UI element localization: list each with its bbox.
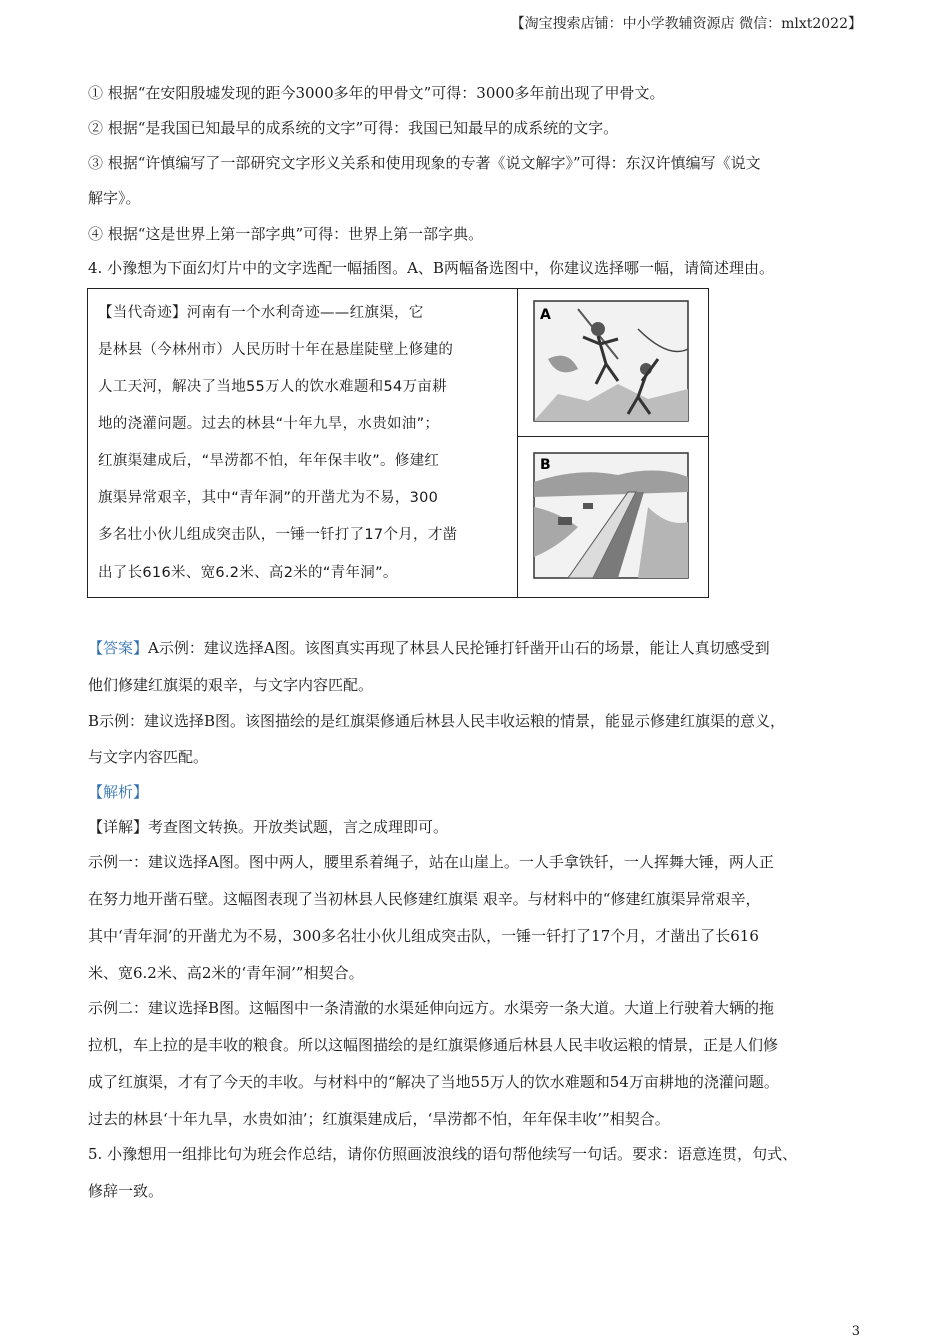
page-header: 【淘宝搜索店铺：中小学教辅资源店 微信：mlxt2022】 [510, 16, 862, 32]
answer-text: A示例：建议选择A图。该图真实再现了林县人民抡锤打钎凿开山石的场景，能让人真切感受到 [148, 639, 770, 657]
slide-line: 多名壮小伙儿组成突击队，一锤一钎打了17个月，才凿 [98, 527, 458, 543]
detail-line: 米、宽6.2米、高2米的‘青年洞’”相契合。 [88, 964, 364, 982]
detail-line: 成了红旗渠，才有了今天的丰收。与材料中的“解决了当地55万人的饮水难题和54万亩耕地的浇灌问题。 [88, 1073, 779, 1091]
page-number: 3 [851, 1324, 860, 1339]
item-line: 解字》。 [88, 189, 141, 207]
answer-line-2: 他们修建红旗渠的艰辛，与文字内容匹配。 [88, 676, 374, 694]
answer-line-3: B示例：建议选择B图。该图描绘的是红旗渠修通后林县人民丰收运粮的情景，能显示修建红旗渠的意义， [88, 712, 786, 730]
label-b: B [540, 457, 551, 473]
slide-line: 【当代奇迹】河南有一个水利奇迹——红旗渠，它 [98, 305, 424, 321]
slide-line: 地的浇灌问题。过去的林县“十年九旱，水贵如油”； [98, 416, 440, 432]
illustration-a-drawing [518, 289, 708, 435]
slide-line: 出了长616米、宽6.2米、高2米的“青年洞”。 [98, 565, 398, 581]
answer-line-4: 与文字内容匹配。 [88, 748, 209, 766]
answer-line-1 [88, 637, 770, 658]
question-5: 5. 小豫想用一组排比句为班会作总结，请你仿照画波浪线的语句帮他续写一句话。要求：语意连贯，句式、 [88, 1145, 798, 1163]
slide-line: 旗渠异常艰辛，其中“青年洞”的开凿尤为不易，300 [98, 490, 439, 506]
detail-line: 修辞一致。 [88, 1182, 164, 1200]
slide-text-cell [88, 289, 518, 597]
illustration-b-drawing [518, 437, 708, 595]
slide-line: 红旗渠建成后，“旱涝都不怕，年年保丰收”。修建红 [98, 453, 440, 469]
item-line: ② 根据“是我国已知最早的成系统的文字”可得：我国已知最早的成系统的文字。 [88, 119, 619, 137]
slide-line: 是林县（今林州市）人民历时十年在悬崖陡壁上修建的 [98, 342, 454, 358]
detail-line: 示例二：建议选择B图。这幅图中一条清澈的水渠延伸向远方。水渠旁一条大道。大道上行驶着大辆的拖 [88, 999, 775, 1017]
detail-line: 拉机，车上拉的是丰收的粮食。所以这幅图描绘的是红旗渠修通后林县人民丰收运粮的情景，正是人们修 [88, 1036, 779, 1054]
illustration-b[interactable] [518, 437, 708, 597]
item-line: ① 根据“在安阳殷墟发现的距今3000多年的甲骨文”可得：3000多年前出现了甲骨文。 [88, 84, 665, 102]
label-a: A [540, 307, 551, 323]
detail-line: 过去的林县‘十年九旱，水贵如油’；红旗渠建成后，‘旱涝都不怕，年年保丰收’”相契合。 [88, 1110, 670, 1128]
illustration-a[interactable] [518, 289, 708, 437]
detail-line: 其中‘青年洞’的开凿尤为不易，300多名壮小伙儿组成突击队，一锤一钎打了17个月，才凿出了长616 [88, 927, 759, 945]
item-line: ④ 根据“这是世界上第一部字典”可得：世界上第一部字典。 [88, 225, 484, 243]
detail-line: 示例一：建议选择A图。图中两人，腰里系着绳子，站在山崖上。一人手拿铁钎，一人挥舞大锤，两人正 [88, 853, 774, 871]
detail-line: 在努力地开凿石壁。这幅图表现了当初林县人民修建红旗渠 艰辛。与材料中的“修建红旗渠异常艰辛， [88, 890, 761, 908]
answer-tag: 【答案】 [88, 639, 149, 657]
slide-line: 人工天河，解决了当地55万人的饮水难题和54万亩耕 [98, 379, 447, 395]
detail-line: 【详解】考查图文转换。开放类试题，言之成理即可。 [88, 818, 449, 836]
question-4: 4. 小豫想为下面幻灯片中的文字选配一幅插图。A、B两幅备选图中，你建议选择哪一幅，请简述理由。 [88, 259, 774, 277]
analysis-tag: 【解析】 [88, 783, 149, 801]
item-line: ③ 根据“许慎编写了一部研究文字形义关系和使用现象的专著《说文解字》”可得：东汉许慎编写《说文 [88, 154, 761, 172]
slide-box [87, 288, 709, 598]
